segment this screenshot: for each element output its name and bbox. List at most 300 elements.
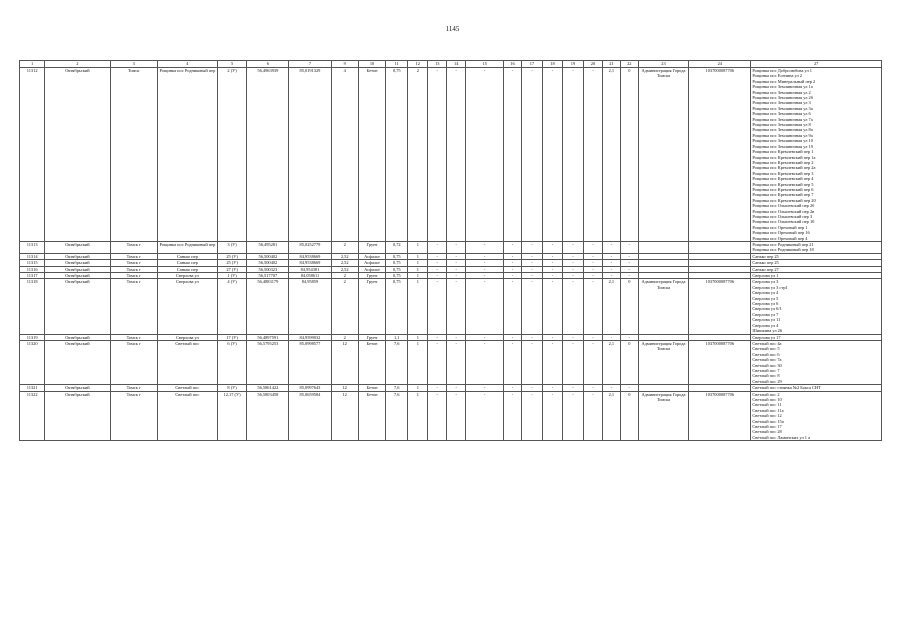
column-header: 11: [386, 61, 408, 68]
table-cell: -: [584, 340, 603, 384]
table-cell: -: [562, 266, 583, 272]
address-line: Сверлова ул 17: [752, 334, 781, 340]
table-cell: -: [521, 273, 542, 279]
table-cell: -: [584, 385, 603, 391]
address-line: Рощинка пос Кремлевский пер 6: [752, 186, 814, 192]
address-line: Светлый пос 2: [752, 391, 780, 397]
table-cell: 56,5803458: [247, 391, 289, 441]
table-cell: Томск г: [110, 253, 157, 259]
table-cell: Санько пер: [157, 260, 217, 266]
table-cell: Администрация Города Томска: [638, 391, 689, 441]
table-cell: 56,500402: [247, 260, 289, 266]
table-row: [20, 340, 882, 384]
address-line: Рощинка пос Ольшевский пер 2б: [752, 203, 815, 209]
table-cell: -: [447, 279, 466, 334]
table-cell: 27 (У): [217, 266, 246, 272]
table-cell: -: [504, 385, 522, 391]
address-line: Рощинка пос Земляничная ул 6: [752, 111, 811, 117]
table-cell: -: [562, 340, 583, 384]
address-line: Рощинка пос Земляничная ул 8: [752, 122, 811, 128]
address-line: Санько пер 25: [752, 253, 779, 259]
table-cell: Томск г: [110, 385, 157, 391]
address-line: Рощинка пос Кремлевский пер 2а: [752, 165, 816, 171]
column-header: 7: [289, 61, 331, 68]
table-cell: -: [542, 391, 562, 441]
address-line: Рощинка пос Кремлевский пер 4: [752, 176, 814, 182]
table-cell: Светлый пос: [157, 391, 217, 441]
table-cell: [638, 242, 689, 254]
table-cell: 1: [408, 279, 428, 334]
table-cell: Томск г: [110, 242, 157, 254]
table-cell: 0,75: [386, 279, 408, 334]
table-cell: -: [447, 260, 466, 266]
table-cell: 11322: [20, 391, 45, 441]
table-cell: -: [447, 385, 466, 391]
table-cell: -: [521, 279, 542, 334]
table-cell: -: [504, 273, 522, 279]
table-cell: 0: [620, 279, 638, 334]
table-cell: -: [447, 391, 466, 441]
table-cell: 1: [408, 334, 428, 340]
table-cell: -: [466, 385, 504, 391]
table-cell: -: [504, 68, 522, 242]
table-cell: -: [562, 242, 583, 254]
table-cell: -: [521, 391, 542, 441]
column-header: 17: [521, 61, 542, 68]
table-cell: 11314: [20, 253, 45, 259]
address-line: Светлый пос 11: [752, 402, 782, 408]
table-cell: 85,0998577: [289, 340, 331, 384]
table-cell: 84,95859: [289, 279, 331, 334]
table-cell: 1: [408, 385, 428, 391]
table-cell: 1,1: [386, 334, 408, 340]
table-cell: -: [602, 260, 620, 266]
address-line: Светлый пос 17: [752, 424, 782, 429]
table-cell: -: [521, 334, 542, 340]
table-cell: 11321: [20, 385, 45, 391]
table-cell: -: [428, 273, 447, 279]
table-cell: -: [562, 68, 583, 242]
column-header: 10: [358, 61, 385, 68]
address-line: Светлый пос 6: [752, 351, 780, 357]
table-cell: -: [504, 260, 522, 266]
table-cell: 2,52: [331, 260, 358, 266]
address-line: Рощинка пос Кремлевский пер 2: [752, 159, 814, 165]
table-cell: 2,1: [602, 279, 620, 334]
address-line: Светлый пос 28: [752, 429, 782, 435]
table-cell: 11316: [20, 266, 45, 272]
table-cell: 84,058611: [289, 273, 331, 279]
table-cell: -: [542, 340, 562, 384]
table-cell: Администрация Города Томска: [638, 279, 689, 334]
table-cell: Томск г: [110, 334, 157, 340]
table-cell: -: [504, 334, 522, 340]
address-line: Рощинка пос Ольшевский пер 2в: [752, 208, 815, 214]
table-cell: -: [466, 334, 504, 340]
table-cell: 12: [331, 340, 358, 384]
table-cell: -: [562, 391, 583, 441]
address-line: Сверлова ул 5: [752, 295, 779, 301]
table-cell: -: [620, 242, 638, 254]
table-cell: 2: [331, 279, 358, 334]
table-cell: Октябрьский: [45, 391, 110, 441]
address-list-cell: [751, 279, 882, 334]
table-cell: -: [428, 340, 447, 384]
table-cell: -: [447, 334, 466, 340]
table-cell: 56,517707: [247, 273, 289, 279]
table-cell: 2,1: [602, 340, 620, 384]
table-cell: -: [466, 266, 504, 272]
table-cell: -: [447, 68, 466, 242]
column-header: 24: [689, 61, 751, 68]
table-cell: 1: [408, 340, 428, 384]
page-number: 1145: [445, 25, 460, 33]
address-line: Светлый пос Ламинских ул 1 а: [752, 434, 811, 440]
table-cell: Сверлова ул: [157, 273, 217, 279]
table-cell: 6 (У): [217, 340, 246, 384]
table-cell: -: [466, 253, 504, 259]
address-list-cell: [751, 68, 882, 242]
table-cell: -: [466, 260, 504, 266]
column-header: 20: [584, 61, 603, 68]
table-cell: -: [584, 253, 603, 259]
table-cell: 4 (У): [217, 279, 246, 334]
table-cell: -: [542, 253, 562, 259]
table-cell: Грунт: [358, 242, 385, 254]
address-line: Сверлова ул 3: [752, 279, 779, 285]
table-cell: -: [620, 273, 638, 279]
column-header: 23: [638, 61, 689, 68]
table-cell: -: [466, 242, 504, 254]
table-cell: -: [542, 260, 562, 266]
table-cell: -: [584, 391, 603, 441]
table-cell: -: [428, 242, 447, 254]
table-cell: 0,75: [386, 68, 408, 242]
table-cell: -: [466, 340, 504, 384]
table-cell: -: [521, 385, 542, 391]
address-line: Сверлова ул 6/1: [752, 306, 782, 312]
table-cell: -: [562, 385, 583, 391]
table-cell: 11320: [20, 340, 45, 384]
table-cell: -: [542, 68, 562, 242]
table-cell: 7,6: [386, 391, 408, 441]
address-line: Рощинка пос Родниковый пер 18: [752, 247, 814, 253]
table-cell: 1: [408, 260, 428, 266]
table-cell: 3 (У): [217, 242, 246, 254]
header-row: [20, 61, 882, 68]
table-cell: Грунт: [358, 279, 385, 334]
table-cell: 2,52: [331, 266, 358, 272]
column-header: 16: [504, 61, 522, 68]
address-line: Светлый пос 8: [752, 373, 780, 379]
table-cell: Администрация Города Томска: [638, 340, 689, 384]
address-line: Рощинка пос Ореховый пер 16: [752, 230, 810, 236]
table-cell: Светлый пос: [157, 340, 217, 384]
table-cell: 0,75: [386, 260, 408, 266]
address-list-cell: [751, 242, 882, 254]
table-cell: 56,4963939: [247, 68, 289, 242]
table-cell: -: [521, 266, 542, 272]
column-header: 22: [620, 61, 638, 68]
table-cell: 8 (У): [217, 385, 246, 391]
table-cell: -: [504, 391, 522, 441]
table-cell: -: [562, 253, 583, 259]
table-cell: [689, 242, 751, 254]
table-cell: 12: [331, 385, 358, 391]
address-line: Рощинка пос Ореховый пер 4: [752, 235, 808, 241]
table-cell: 84,9538669: [289, 260, 331, 266]
table-cell: -: [620, 253, 638, 259]
table-cell: -: [447, 242, 466, 254]
table-cell: Грунт: [358, 334, 385, 340]
address-line: Светлый пос 29: [752, 378, 782, 384]
table-cell: 17 (У): [217, 334, 246, 340]
table-cell: -: [602, 385, 620, 391]
table-row: [20, 68, 882, 242]
column-header: 12: [408, 61, 428, 68]
table-cell: -: [466, 273, 504, 279]
table-cell: -: [620, 385, 638, 391]
table-cell: -: [542, 273, 562, 279]
table-cell: 11319: [20, 334, 45, 340]
table-cell: -: [584, 334, 603, 340]
table-cell: Томск г: [110, 340, 157, 384]
table-cell: -: [466, 68, 504, 242]
table-cell: 84,9599032: [289, 334, 331, 340]
table-cell: Октябрьский: [45, 253, 110, 259]
table-cell: -: [620, 334, 638, 340]
table-cell: -: [602, 242, 620, 254]
table-cell: 56,500323: [247, 266, 289, 272]
table-cell: -: [602, 266, 620, 272]
table-row: [20, 279, 882, 334]
address-line: Рощинка пос Кремлевский пер 1а: [752, 154, 816, 160]
address-line: Сверлова ул 4: [752, 290, 779, 296]
table-cell: 0,75: [386, 273, 408, 279]
table-cell: -: [602, 273, 620, 279]
address-line: Светлый пос 30: [752, 362, 782, 368]
table-cell: -: [562, 260, 583, 266]
address-line: Светлый пос 11а: [752, 407, 784, 413]
table-row: [20, 242, 882, 254]
table-cell: 1: [408, 391, 428, 441]
address-line: Сверлова ул 3 стр1: [752, 284, 788, 290]
column-header: 4: [157, 61, 217, 68]
table-cell: Октябрьский: [45, 266, 110, 272]
table-cell: 1 (У): [217, 273, 246, 279]
table-cell: 1: [408, 253, 428, 259]
address-line: Светлый пос 12: [752, 413, 782, 419]
table-cell: 25 (У): [217, 253, 246, 259]
table-cell: 1037000087706: [689, 279, 751, 334]
table-cell: 25 (У): [217, 260, 246, 266]
table-cell: -: [447, 253, 466, 259]
address-list-cell: [751, 340, 882, 384]
address-line: Светлый пос 15а: [752, 418, 784, 424]
table-cell: 0: [620, 391, 638, 441]
table-cell: 0,75: [386, 253, 408, 259]
address-line: Рощинка пос Земляничная ул 2б: [752, 95, 813, 101]
table-cell: -: [504, 279, 522, 334]
table-cell: -: [504, 340, 522, 384]
column-header: 9: [331, 61, 358, 68]
address-line: Рощинка пос Земляничная ул 2: [752, 89, 811, 95]
column-header: 15: [466, 61, 504, 68]
table-cell: 56,495281: [247, 242, 289, 254]
table-cell: 11318: [20, 279, 45, 334]
table-cell: -: [542, 279, 562, 334]
address-line: Рощинка пос Земляничная ул 8а: [752, 127, 813, 133]
register-table: [19, 60, 882, 441]
table-cell: 2 (У): [217, 68, 246, 242]
table-cell: -: [584, 273, 603, 279]
table-cell: 11312: [20, 68, 45, 242]
address-line: Рощинка пос Земляничная ул 9а: [752, 132, 813, 138]
table-cell: -: [602, 334, 620, 340]
table-cell: 0,72: [386, 242, 408, 254]
table-cell: -: [521, 340, 542, 384]
table-cell: -: [466, 279, 504, 334]
address-line: Сверлова ул 11: [752, 317, 781, 323]
address-line: Шишкина ул 26: [752, 328, 783, 334]
table-cell: -: [584, 266, 603, 272]
column-header: 5: [217, 61, 246, 68]
table-cell: 4: [331, 68, 358, 242]
table-cell: Администрация Города Томска: [638, 68, 689, 242]
table-cell: -: [428, 334, 447, 340]
table-cell: -: [428, 266, 447, 272]
address-line: Рощинка пос Земляничная ул 19: [752, 143, 813, 149]
table-cell: -: [504, 253, 522, 259]
table-cell: 2: [408, 68, 428, 242]
table-cell: -: [584, 242, 603, 254]
table-cell: Октябрьский: [45, 273, 110, 279]
table-cell: -: [584, 68, 603, 242]
table-cell: 2: [331, 334, 358, 340]
table-cell: Бетон: [358, 391, 385, 441]
table-cell: 11313: [20, 242, 45, 254]
table-cell: Октябрьский: [45, 334, 110, 340]
address-line: Рощинка пос Добролюбова ул 1: [752, 68, 812, 73]
table-cell: 2,52: [331, 253, 358, 259]
address-line: Светлый пос стоянка №2 Бокса СНТ: [752, 385, 821, 391]
table-cell: Октябрьский: [45, 242, 110, 254]
address-line: Санько пер 27: [752, 266, 779, 272]
table-cell: -: [602, 253, 620, 259]
address-line: Рощинка пос Ольшевский пер 3: [752, 213, 813, 219]
column-header: 6: [247, 61, 289, 68]
table-cell: 12,17 (У): [217, 391, 246, 441]
table-cell: Томск г: [110, 260, 157, 266]
table-cell: -: [466, 391, 504, 441]
address-list-cell: [751, 391, 882, 441]
table-cell: -: [428, 260, 447, 266]
address-line: Рощинка пос Земляничная ул 10: [752, 138, 813, 144]
table-cell: Томск г: [110, 391, 157, 441]
table-cell: 1037000087706: [689, 391, 751, 441]
address-line: Рощинка пос Кремлевский пер 7: [752, 192, 814, 198]
address-line: Рощинка пос Кремлевский пер 1: [752, 149, 814, 155]
table-row: [20, 391, 882, 441]
table-cell: Асфальт: [358, 266, 385, 272]
address-line: Светлый пос 5: [752, 346, 780, 352]
table-cell: 1: [408, 242, 428, 254]
table-cell: -: [542, 334, 562, 340]
table-cell: 7,6: [386, 340, 408, 384]
column-header: 2: [45, 61, 110, 68]
table-cell: 56,5861422: [247, 385, 289, 391]
address-line: Рощинка пос Кремлевский пер 3: [752, 170, 814, 176]
table-cell: -: [521, 260, 542, 266]
table-cell: -: [428, 68, 447, 242]
table-cell: Томск г: [110, 279, 157, 334]
table-cell: 56,4897591: [247, 334, 289, 340]
table-cell: -: [562, 279, 583, 334]
table-cell: -: [504, 242, 522, 254]
address-line: Рощинка пос Минеральный пер 2: [752, 78, 816, 84]
table-cell: Октябрьский: [45, 279, 110, 334]
table-cell: 84,9538669: [289, 253, 331, 259]
table-cell: Томск г: [110, 266, 157, 272]
table-cell: Томск: [110, 68, 157, 242]
table-cell: 56,4883179: [247, 279, 289, 334]
address-line: Рощинка пос Земляничная ул 7а: [752, 116, 813, 122]
table-cell: Асфальт: [358, 260, 385, 266]
table-cell: 56,500402: [247, 253, 289, 259]
table-cell: -: [584, 260, 603, 266]
column-header: 1: [20, 61, 45, 68]
address-line: Рощинка пос Кремлевский пер 5: [752, 181, 814, 187]
table-cell: 11317: [20, 273, 45, 279]
table-cell: 85,0191329: [289, 68, 331, 242]
table-cell: Октябрьский: [45, 260, 110, 266]
address-line: Сверлова ул 7: [752, 311, 779, 317]
address-line: Сверлова ул 1: [752, 273, 779, 279]
address-line: Рощинка пос Земляничная ул 1а: [752, 84, 813, 90]
table-cell: Рощинка пос Родниковый пер: [157, 68, 217, 242]
table-cell: -: [521, 242, 542, 254]
table-cell: 1: [408, 266, 428, 272]
table-cell: 1: [408, 273, 428, 279]
address-line: Светлый пос 7а: [752, 357, 782, 363]
table-cell: Октябрьский: [45, 385, 110, 391]
table-cell: -: [542, 385, 562, 391]
table-cell: -: [584, 279, 603, 334]
table-cell: -: [521, 68, 542, 242]
table-cell: 7,6: [386, 385, 408, 391]
table-cell: -: [428, 253, 447, 259]
table-cell: Светлый пос: [157, 385, 217, 391]
address-line: Рощинка пос Ореховый пер 1: [752, 224, 808, 230]
address-line: Светлый пос 7: [752, 367, 780, 373]
table-cell: 11315: [20, 260, 45, 266]
table-cell: -: [428, 385, 447, 391]
address-line: Рощинка пос Родниковый пер 21: [752, 242, 814, 247]
table-cell: -: [447, 266, 466, 272]
column-header: 14: [447, 61, 466, 68]
table-cell: Октябрьский: [45, 340, 110, 384]
table-cell: -: [447, 273, 466, 279]
table-cell: Асфальт: [358, 253, 385, 259]
table-cell: -: [562, 273, 583, 279]
table-cell: Грунт: [358, 273, 385, 279]
table-cell: -: [620, 266, 638, 272]
table-cell: -: [447, 340, 466, 384]
table-cell: -: [542, 242, 562, 254]
address-line: Санько пер 25: [752, 260, 779, 266]
column-header: 13: [428, 61, 447, 68]
table-cell: -: [542, 266, 562, 272]
